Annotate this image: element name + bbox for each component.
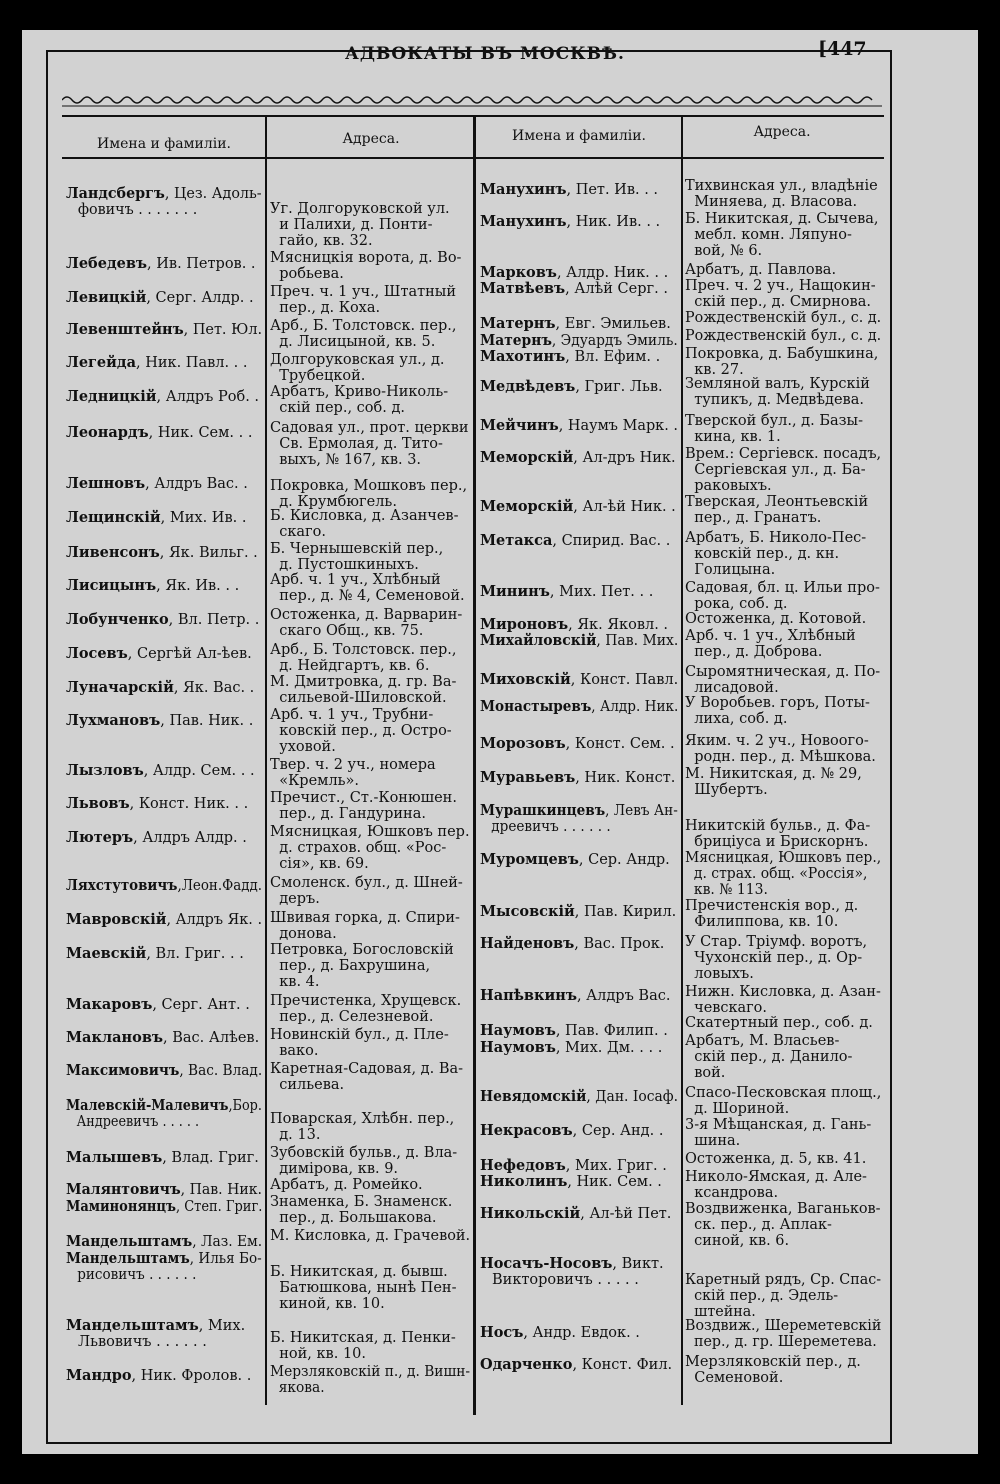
left-entry	[66, 510, 246, 526]
right-address: Рождественскій бул., с. д.	[685, 328, 882, 344]
right-given-names: , Эдуардъ Эмиль.	[551, 333, 678, 349]
right-surname: Муромцевъ	[480, 851, 579, 868]
wavy-divider	[62, 94, 882, 108]
left-surname: Лосевъ	[66, 645, 128, 662]
left-address: М. Дмитровка, д. гр. Ва- сильевой-Шиловской.	[270, 674, 457, 706]
right-address: Николо-Ямская, д. Але- ксандрова.	[685, 1169, 867, 1201]
left-entry	[66, 476, 248, 492]
left-given-names: , Як. Вильг. .	[159, 545, 258, 561]
left-address: Арбатъ, Криво-Николь- скій пер., соб. д.	[270, 384, 449, 416]
left-given-names: , Ник. Павл. . .	[135, 355, 248, 371]
right-entry	[480, 533, 670, 549]
right-entry	[480, 936, 664, 952]
right-entry	[480, 1174, 662, 1190]
left-given-names: , Ник. Сем. . .	[148, 425, 253, 441]
left-given-names: , Алдръ Вас. .	[145, 476, 248, 492]
left-entry	[66, 425, 252, 441]
left-given-names: , Конст. Ник. . .	[129, 796, 249, 812]
left-address: Уг. Долгоруковской ул. и Палихи, д. Понти- гайо, кв. 32.	[270, 201, 450, 249]
right-surname: Миховскій	[480, 671, 571, 688]
right-given-names: , Спирид. Вас. .	[552, 533, 671, 549]
right-address: Скатертный пер., соб. д.	[685, 1015, 873, 1031]
left-surname: Мавровскій	[66, 911, 167, 928]
right-given-names: , Сер. Анд. .	[572, 1123, 664, 1139]
left-given-names-cont: Андреевичъ . . . . .	[76, 1114, 200, 1130]
right-entry	[480, 418, 678, 434]
right-given-names: , Викт.	[612, 1256, 664, 1272]
left-surname: Малышевъ	[66, 1149, 163, 1166]
left-entry	[66, 946, 244, 962]
left-surname: Луначарскій	[66, 679, 174, 696]
left-address: Арб., Б. Толстовск. пер., д. Нейдгартъ, кв. 6.	[270, 642, 457, 674]
right-address: Никитскій бульв., д. Фа- бриціуса и Брискорнъ.	[685, 818, 871, 850]
column-header-names-right: Имена и фамиліи.	[512, 128, 646, 144]
left-address: Мерзляковскій п., д. Вишн- якова.	[270, 1364, 471, 1396]
left-address: М. Кисловка, д. Грачевой.	[270, 1228, 471, 1244]
left-entry	[66, 1182, 262, 1198]
right-surname: Морозовъ	[480, 735, 566, 752]
left-entry	[66, 1030, 259, 1046]
left-given-names: , Пав. Ник.	[180, 1182, 263, 1198]
left-surname: Ляхстутовичъ	[66, 877, 178, 894]
left-address: Б. Чернышевскій пер., д. Пустошкиныхъ.	[270, 541, 444, 573]
column-rule-3	[681, 115, 683, 1405]
right-entry	[480, 1040, 662, 1056]
column-header-names-left: Имена и фамиліи.	[97, 136, 231, 152]
left-surname: Макаровъ	[66, 996, 153, 1013]
left-entry	[66, 1251, 262, 1283]
right-address: У Стар. Тріумф. воротъ, Чухонскій пер., д. Ор- ловыхъ.	[685, 934, 868, 982]
left-entry	[66, 713, 253, 729]
right-surname: Матвѣевъ	[480, 280, 566, 297]
left-given-names: ,Леон.Фадд.	[177, 878, 263, 894]
right-given-names: , Сер. Андр.	[578, 852, 670, 868]
left-address: Покровка, Мошковъ пер., д. Крумбюгель.	[270, 478, 468, 510]
left-given-names: , Як. Ив. . .	[156, 578, 240, 594]
left-surname: Лызловъ	[66, 762, 144, 779]
right-given-names: , Мих. Дм. . . .	[555, 1040, 663, 1056]
left-given-names: , Влад. Григ.	[162, 1150, 259, 1166]
right-surname: Манухинъ	[480, 213, 567, 230]
right-entry	[480, 1206, 671, 1222]
left-entry	[66, 578, 239, 594]
left-address: Поварская, Хлѣбн. пер., д. 13.	[270, 1111, 455, 1143]
right-entry	[480, 770, 675, 786]
right-surname: Меморскій	[480, 449, 574, 466]
right-given-names: , Ник. Сем. .	[567, 1174, 662, 1190]
left-given-names: , Вас. Влад.	[179, 1063, 263, 1079]
right-given-names: , Конст. Сем. .	[565, 736, 675, 752]
left-given-names: , Мих.	[198, 1318, 246, 1334]
right-surname: Марковъ	[480, 264, 557, 281]
left-surname: Маклановъ	[66, 1029, 164, 1046]
right-address: Садовая, бл. ц. Ильи про- рока, соб. д.	[685, 580, 880, 612]
left-surname: Лешновъ	[66, 475, 146, 492]
left-surname: Лухмановъ	[66, 712, 161, 729]
right-surname: Матернъ	[480, 332, 552, 349]
left-surname: Левенштейнъ	[66, 321, 184, 338]
column-rule-center	[473, 115, 476, 1415]
left-given-names: , Серг. Ант. .	[152, 997, 250, 1013]
left-surname: Ландсбергъ	[66, 185, 165, 202]
left-address: Арбатъ, д. Ромейко.	[270, 1177, 423, 1193]
left-given-names: , Серг. Алдр. .	[146, 290, 254, 306]
left-entry	[66, 878, 262, 894]
left-entry	[66, 796, 248, 812]
left-address: Зубовскій бульв., д. Вла- димірова, кв. 9.	[270, 1145, 458, 1177]
right-address: Преч. ч. 2 уч., Нащокин- скій пер., д. Смирнова.	[685, 278, 876, 310]
right-given-names: , Алѣй Серг. .	[565, 281, 668, 297]
right-surname: Невядомскій	[480, 1088, 587, 1105]
right-given-names: , Пет. Ив. . .	[566, 182, 659, 198]
left-entry	[66, 1199, 262, 1215]
left-entry	[66, 186, 262, 218]
right-entry	[480, 699, 678, 715]
left-entry	[66, 612, 259, 628]
left-surname: Леонардъ	[66, 424, 149, 441]
right-surname: Нефедовъ	[480, 1157, 566, 1174]
left-address: Швивая горка, д. Спири- донова.	[270, 910, 460, 942]
right-address: Пречистенскія вор., д. Филиппова, кв. 10.	[685, 898, 859, 930]
right-given-names: , Алдр. Ник.	[591, 699, 679, 715]
right-entry	[480, 1256, 664, 1288]
left-given-names: , Сергѣй Ал-ѣев.	[127, 646, 252, 662]
right-given-names: , Алдр. Ник. . .	[556, 265, 669, 281]
right-entry	[480, 852, 670, 868]
right-entry	[480, 450, 676, 466]
right-address: Арбатъ, М. Власьев- скій пер., д. Данило- вой.	[685, 1033, 853, 1081]
left-surname: Лютеръ	[66, 829, 134, 846]
right-surname: Наумовъ	[480, 1022, 556, 1039]
left-entry	[66, 763, 255, 779]
left-surname: Лебедевъ	[66, 255, 148, 272]
right-given-names: , Левъ Ан-	[605, 803, 678, 819]
right-entry	[480, 1158, 667, 1174]
left-address: Мясницкая, Юшковъ пер. д. страхов. общ. «Рос- сія», кв. 69.	[270, 824, 470, 872]
right-given-names-cont: Викторовичъ . . . . .	[492, 1272, 639, 1288]
left-entry	[66, 355, 248, 371]
left-entry	[66, 1063, 262, 1079]
right-entry	[480, 988, 670, 1004]
left-address: Петровка, Богословскій пер., д. Бахрушина, кв. 4.	[270, 942, 454, 990]
right-surname: Некрасовъ	[480, 1122, 573, 1139]
left-given-names: , Алдръ Алдр. .	[133, 830, 247, 846]
left-address: Садовая ул., прот. церкви Св. Ермолая, д. Тито- выхъ, № 167, кв. 3.	[270, 420, 469, 468]
left-address: Долгоруковская ул., д. Трубецкой.	[270, 352, 445, 384]
left-address: Преч. ч. 1 уч., Штатный пер., д. Коха.	[270, 284, 457, 316]
right-given-names: , Ал-ѣй Пет.	[580, 1206, 672, 1222]
right-surname: Никольскій	[480, 1205, 581, 1222]
right-address: Арбатъ, Б. Николо-Пес- ковскій пер., д. кн. Голицына.	[685, 530, 867, 578]
right-surname: Николинъ	[480, 1173, 568, 1190]
right-entry	[480, 736, 675, 752]
right-entry	[480, 584, 653, 600]
right-given-names: , Вас. Прок.	[574, 936, 665, 952]
left-surname: Левицкій	[66, 289, 147, 306]
right-address: Врем.: Сергіевск. посадъ, Сергіевская ул., д. Ба- раковыхъ.	[685, 446, 882, 494]
right-address: 3-я Мѣщанская, д. Гань- шина.	[685, 1117, 872, 1149]
right-surname: Мироновъ	[480, 616, 569, 633]
right-entry	[480, 182, 658, 198]
right-surname: Носачъ-Носовъ	[480, 1255, 613, 1272]
right-address: Остоженка, д. 5, кв. 41.	[685, 1151, 867, 1167]
left-entry	[66, 997, 250, 1013]
right-surname: Меморскій	[480, 498, 574, 515]
left-given-names: , Алдръ Роб. .	[156, 389, 260, 405]
left-surname: Лисицынъ	[66, 577, 157, 594]
left-entry	[66, 1098, 262, 1130]
right-surname: Мурашкинцевъ	[480, 802, 606, 819]
left-address: Б. Никитская, д. бывш. Батюшкова, нынѣ Пен- киной, кв. 10.	[270, 1264, 457, 1312]
right-surname: Муравьевъ	[480, 769, 576, 786]
left-address: Остоженка, д. Варварин- скаго Общ., кв. 75.	[270, 607, 463, 639]
right-surname: Найденовъ	[480, 935, 575, 952]
right-entry	[480, 617, 668, 633]
left-surname: Мандельштамъ	[66, 1233, 193, 1250]
right-entry	[480, 1357, 672, 1373]
left-entry	[66, 830, 247, 846]
right-entry	[480, 1325, 640, 1341]
right-address: Мерзляковскій пер., д. Семеновой.	[685, 1354, 861, 1386]
left-entry	[66, 322, 262, 338]
left-address: Мясницкія ворота, д. Во- робьева.	[270, 250, 462, 282]
right-given-names: , Конст. Павл.	[570, 672, 679, 688]
right-entry	[480, 904, 676, 920]
left-surname: Ледницкій	[66, 388, 157, 405]
left-surname: Легейда	[66, 354, 136, 371]
right-address: Яким. ч. 2 уч., Новоого- родн. пер., д. Мѣшкова.	[685, 733, 876, 765]
right-given-names: , Андр. Евдок. .	[523, 1325, 640, 1341]
left-address: Пречистенка, Хрущевск. пер., д. Селезневой.	[270, 993, 462, 1025]
right-surname: Мейчинъ	[480, 417, 559, 434]
right-address: Спасо-Песковская площ., д. Шориной.	[685, 1085, 882, 1117]
right-surname: Наумовъ	[480, 1039, 556, 1056]
right-address: Мясницкая, Юшковъ пер., д. страх. общ. «Россія», кв. № 113.	[685, 850, 882, 898]
left-address: Новинскій бул., д. Пле- вако.	[270, 1027, 449, 1059]
left-surname: Маевскій	[66, 945, 147, 962]
right-surname: Мининъ	[480, 583, 550, 600]
left-entry	[66, 290, 254, 306]
left-address: Каретная-Садовая, д. Ва- сильева.	[270, 1061, 464, 1093]
left-given-names: , Ник. Фролов. .	[131, 1368, 252, 1384]
left-surname: Львовъ	[66, 795, 130, 812]
left-given-names-cont: Львовичъ . . . . . .	[78, 1334, 207, 1350]
right-address: Арб. ч. 1 уч., Хлѣбный пер., д. Доброва.	[685, 628, 856, 660]
left-surname: Мандельштамъ	[66, 1250, 190, 1267]
left-address: Твер. ч. 2 уч., номера «Кремль».	[270, 757, 436, 789]
right-surname: Метакса	[480, 532, 553, 549]
right-address: Б. Никитская, д. Сычева, мебл. комн. Ляпуно- вой, № 6.	[685, 211, 879, 259]
left-address: Смоленск. бул., д. Шней- деръ.	[270, 875, 463, 907]
left-given-names-cont: рисовичъ . . . . . .	[77, 1267, 197, 1283]
right-given-names: , Наумъ Марк. .	[558, 418, 678, 434]
right-surname: Напѣвкинъ	[480, 987, 577, 1004]
right-entry	[480, 499, 676, 515]
right-address: Сыромятническая, д. По- лисадовой.	[685, 664, 881, 696]
left-given-names: , Пав. Ник. .	[160, 713, 254, 729]
right-address: Рождественскій бул., с. д.	[685, 310, 882, 326]
right-surname: Носъ	[480, 1324, 524, 1341]
right-surname: Монастыревъ	[480, 698, 592, 715]
right-address: М. Никитская, д. № 29, Шубертъ.	[685, 766, 862, 798]
right-surname: Медвѣдевъ	[480, 378, 576, 395]
left-given-names: ,Бор.	[228, 1098, 262, 1114]
left-entry	[66, 1368, 251, 1384]
page-title: АДВОКАТЫ ВЪ МОСКВѢ.	[345, 44, 625, 64]
left-address: Арб. ч. 1 уч., Хлѣбный пер., д. № 4, Семеновой.	[270, 572, 465, 604]
right-entry	[480, 1123, 663, 1139]
right-given-names: , Вл. Ефим. .	[565, 349, 661, 365]
right-address: Остоженка, д. Котовой.	[685, 611, 867, 627]
right-entry	[480, 333, 678, 349]
right-given-names: , Як. Яковл. .	[568, 617, 669, 633]
left-surname: Мандельштамъ	[66, 1317, 199, 1334]
right-address: Тверской бул., д. Базы- кина, кв. 1.	[685, 413, 863, 445]
left-given-names: , Алдр. Сем. . .	[143, 763, 255, 779]
left-entry	[66, 256, 256, 272]
right-given-names: , Пав. Мих.	[596, 633, 679, 649]
left-address: Арб., Б. Толстовск. пер., д. Лисицыной, кв. 5.	[270, 318, 457, 350]
right-entry	[480, 265, 668, 281]
left-given-names: , Ив. Петров. .	[147, 256, 256, 272]
right-given-names: , Ал-ѣй Ник. .	[573, 499, 676, 515]
right-entry	[480, 803, 678, 835]
right-given-names: , Алдръ Вас.	[576, 988, 671, 1004]
right-given-names: , Пав. Филип. .	[555, 1023, 668, 1039]
right-address: Каретный рядъ, Ср. Спас- скій пер., д. Эдель- штейна.	[685, 1272, 882, 1320]
right-address: Арбатъ, д. Павлова.	[685, 262, 837, 278]
right-surname: Манухинъ	[480, 181, 567, 198]
left-surname: Маминонянцъ	[66, 1198, 176, 1215]
left-surname: Малянтовичъ	[66, 1181, 181, 1198]
left-surname: Лобунченко	[66, 611, 169, 628]
right-given-names: , Дан. Іосаф.	[586, 1089, 679, 1105]
column-rule-1	[265, 115, 267, 1405]
left-given-names: , Пет. Юл.	[183, 322, 263, 338]
left-given-names: , Як. Вас. .	[173, 680, 255, 696]
right-given-names: , Ник. Ив. . .	[566, 214, 661, 230]
left-given-names: , Цез. Адоль-	[164, 186, 262, 202]
left-entry	[66, 545, 258, 561]
left-surname: Мандро	[66, 1367, 132, 1384]
left-given-names: , Степ. Григ.	[175, 1199, 263, 1215]
right-entry	[480, 1089, 678, 1105]
left-entry	[66, 912, 262, 928]
right-address: Воздвиж., Шереметевскій пер., д. гр. Шереметева.	[685, 1318, 882, 1350]
left-given-names: , Вл. Григ. . .	[146, 946, 244, 962]
left-address: Б. Кисловка, д. Азанчев- скаго.	[270, 508, 459, 540]
left-entry	[66, 389, 259, 405]
left-surname: Максимовичъ	[66, 1062, 180, 1079]
left-given-names: , Мих. Ив. .	[160, 510, 247, 526]
left-address: Знаменка, Б. Знаменск. пер., д. Большакова.	[270, 1194, 453, 1226]
right-entry	[480, 379, 663, 395]
left-entry	[66, 646, 252, 662]
right-address: Тихвинская ул., владѣніе Миняева, д. Власова.	[685, 178, 878, 210]
left-given-names: , Вас. Алѣев.	[163, 1030, 260, 1046]
left-address: Б. Никитская, д. Пенки- ной, кв. 10.	[270, 1330, 456, 1362]
right-entry	[480, 214, 660, 230]
right-entry	[480, 633, 678, 649]
left-entry	[66, 680, 254, 696]
right-address: Воздвиженка, Ваганьков- ск. пер., д. Аплак- синой, кв. 6.	[685, 1201, 881, 1249]
right-address: Покровка, д. Бабушкина, кв. 27.	[685, 346, 879, 378]
right-entry	[480, 672, 678, 688]
page-number: [447	[818, 38, 867, 60]
right-surname: Михайловскій	[480, 632, 597, 649]
left-given-names-cont: фовичъ . . . . . . .	[77, 202, 198, 218]
right-address: Нижн. Кисловка, д. Азан- чевскаго.	[685, 984, 881, 1016]
right-entry	[480, 349, 660, 365]
right-surname: Мысовскій	[480, 903, 575, 920]
left-address: Арб. ч. 1 уч., Трубни- ковскій пер., д. Остро- уховой.	[270, 707, 452, 755]
right-given-names: , Григ. Льв.	[575, 379, 663, 395]
right-given-names: , Пав. Кирил.	[574, 904, 677, 920]
left-given-names: , Алдръ Як. .	[166, 912, 263, 928]
right-entry	[480, 281, 668, 297]
left-entry	[66, 1234, 262, 1250]
right-address: Земляной валъ, Курскій тупикъ, д. Медвѣдева.	[685, 376, 870, 408]
left-entry	[66, 1150, 259, 1166]
left-given-names: , Илья Бо-	[189, 1251, 262, 1267]
right-entry	[480, 316, 671, 332]
column-header-addresses-left: Адреса.	[342, 131, 400, 147]
right-given-names: , Мих. Пет. . .	[549, 584, 654, 600]
left-entry	[66, 1318, 245, 1350]
column-header-addresses-right: Адреса.	[753, 124, 811, 140]
left-surname: Малевскій-Малевичъ	[66, 1097, 229, 1114]
right-given-names-cont: дреевичъ . . . . . .	[491, 819, 611, 835]
right-surname: Махотинъ	[480, 348, 566, 365]
right-entry	[480, 1023, 668, 1039]
left-given-names: , Лаз. Ем.	[192, 1234, 263, 1250]
left-surname: Лещинскій	[66, 509, 161, 526]
left-surname: Ливенсонъ	[66, 544, 160, 561]
right-given-names: , Мих. Григ. .	[565, 1158, 667, 1174]
right-given-names: , Ник. Конст.	[575, 770, 676, 786]
right-surname: Одарченко	[480, 1356, 573, 1373]
right-surname: Матернъ	[480, 315, 556, 332]
right-given-names: , Евг. Эмильев.	[555, 316, 671, 332]
left-address: Пречист., Ст.-Конюшен. пер., д. Гандурина.	[270, 790, 457, 822]
right-given-names: , Конст. Фил.	[572, 1357, 673, 1373]
right-address: Тверская, Леонтьевскій пер., д. Гранатъ.	[685, 494, 869, 526]
right-address: У Воробьев. горъ, Поты- лиха, соб. д.	[685, 695, 870, 727]
right-given-names: , Ал-дръ Ник.	[573, 450, 676, 466]
left-given-names: , Вл. Петр. .	[168, 612, 260, 628]
